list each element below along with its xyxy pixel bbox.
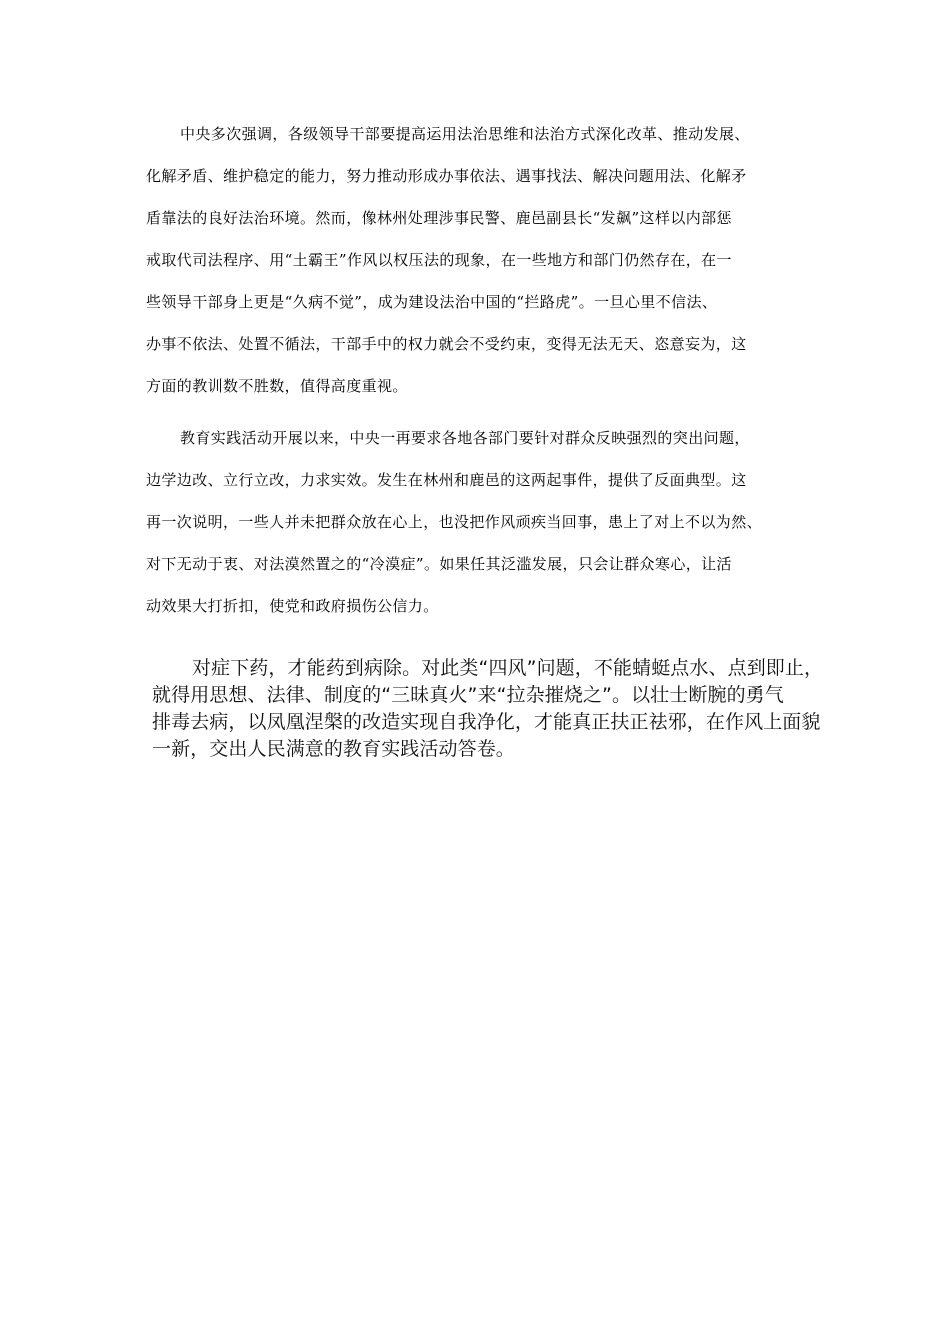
paragraph-3-line: 一新，交出人民满意的教育实践活动答卷。 — [152, 738, 515, 760]
paragraph-1-line: 方面的教训数不胜数，值得高度重视。 — [146, 377, 408, 395]
paragraph-3-line: 就得用思想、法律、制度的“三昧真火”来“拉杂摧烧之”。以壮士断腕的勇气 — [152, 684, 784, 706]
paragraph-3-line: 排毒去病，以凤凰涅槃的改造实现自我净化，才能真正扶正祛邪，在作风上面貌 — [152, 711, 821, 733]
paragraph-1-line: 戒取代司法程序、用“土霸王”作风以权压法的现象，在一些地方和部门仍然存在，在一 — [146, 251, 732, 269]
paragraph-1-line: 中央多次强调，各级领导干部要提高运用法治思维和法治方式深化改革、推动发展、 — [180, 125, 750, 143]
paragraph-3-line: 对症下药，才能药到病除。对此类“四风”问题，不能蜻蜓点水、点到即止， — [192, 657, 824, 679]
paragraph-2-line: 动效果大打折扣，使党和政府损伤公信力。 — [146, 597, 439, 615]
paragraph-1-line: 办事不依法、处置不循法，干部手中的权力就会不受约束，变得无法无天、恣意妄为，这 — [146, 335, 747, 353]
paragraph-2-line: 对下无动于衷、对法漠然置之的“冷漠症”。如果任其泛滥发展，只会让群众寒心，让活 — [146, 555, 732, 573]
paragraph-2-line: 教育实践活动开展以来，中央一再要求各地各部门要针对群众反映强烈的突出问题， — [180, 429, 750, 447]
paragraph-1-line: 盾靠法的良好法治环境。然而，像林州处理涉事民警、鹿邑副县长“发飙”这样以内部惩 — [146, 209, 732, 227]
paragraph-1-line: 化解矛盾、维护稳定的能力，努力推动形成办事依法、遇事找法、解决问题用法、化解矛 — [146, 167, 747, 185]
paragraph-2-line: 边学边改、立行立改，力求实效。发生在林州和鹿邑的这两起事件，提供了反面典型。这 — [146, 471, 747, 489]
paragraph-2-line: 再一次说明，一些人并未把群众放在心上，也没把作风顽疾当回事，患上了对上不以为然、 — [146, 513, 763, 531]
paragraph-1-line: 些领导干部身上更是“久病不觉”，成为建设法治中国的“拦路虎”。一旦心里不信法、 — [146, 293, 718, 311]
